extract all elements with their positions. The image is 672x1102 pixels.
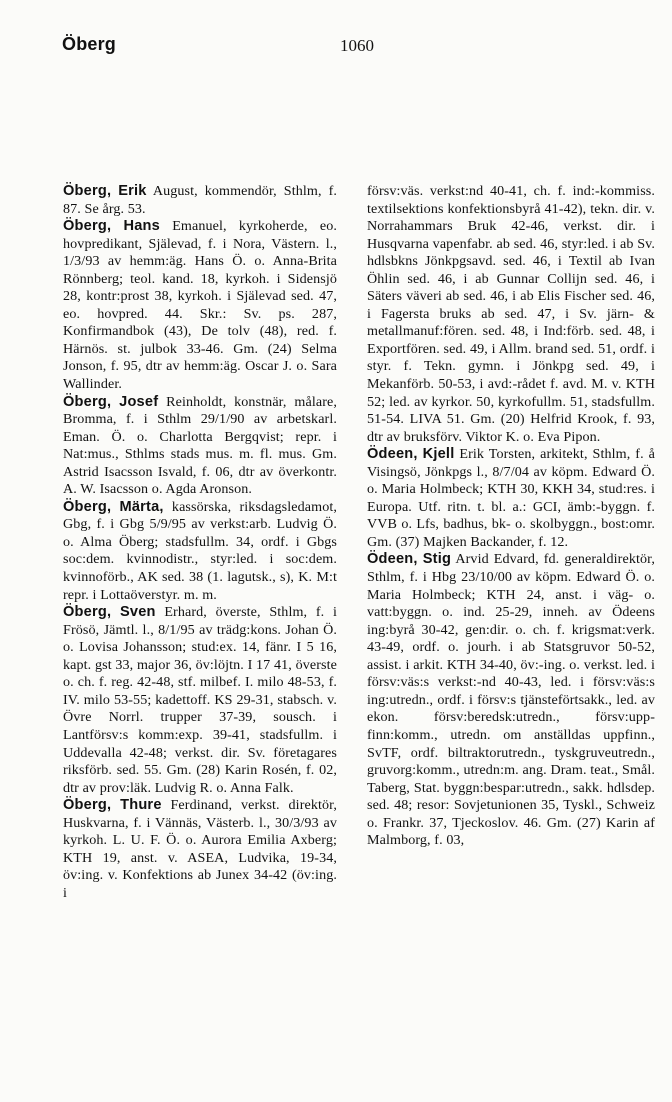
entry-firstname: Sven [119,604,156,621]
entry-text: Reinholdt, konstnär, målare, Bromma, f. i Sthlm 29/1/90 av arbetskarl. Eman. Ö. o. Charlotta Bergqvist; repr. i Nat:mus., Sthlms stads mus. m. fl. mus. Gm. Astrid Isacsson Isvald, f. 06, dtr av överkontr. A. W. Isacsson o. Agda Aronson. [63,393,337,498]
running-head-name: Öberg [62,34,117,54]
entry-surname: Öberg, [63,393,112,410]
entry-surname: Öberg, [63,797,112,814]
entry-surname: Öberg, [63,498,112,515]
entry-firstname: Kjell [422,446,455,463]
entry-surname: Öberg, [63,218,112,235]
entry-firstname: Märta, [119,498,164,515]
page-number: 1060 [340,36,374,55]
entry-firstname: Stig [422,551,452,568]
entry-firstname: Thure [120,797,162,814]
entry-surname: Öberg, [63,183,112,199]
entry-firstname: Josef [119,393,159,410]
entry [63,499,337,604]
entry-text: kassörska, riksdagsledamot, Gbg, f. i Gbg 5/9/95 av verkst:arb. Ludvig Ö. o. Alma Öberg; stadsfullm. 34, ordf. i Gbgs soc:dem. kvinnodistr., styr:led. i soc:dem. kvinnoförb., AK sed. 38 (1. lagutsk., s), K. M:t repr. i Lottaöverstyr. m. m. [63,498,337,603]
entry-surname: Ödeen, [367,446,418,463]
entry-text: Erhard, överste, Sthlm, f. i Frösö, Jämtl. l., 8/1/95 av trädg:kons. Johan Ö. o. Lovisa Johansson; stud:ex. 14, fänr. I 5 16, kapt. gst 33, major 36, öv:löjtn. I 17 41, överste o. ch. f. reg. 42-48, stf. milbef. I. milo 48-53, f. IV. milo 53-55; kadettoff. KS 29-31, stabsch. v. Övre Norrl. trupper 37-39, sousch. i Lantförsv:s komm:exp. 39-41, stadsfullm. i Uddevalla 42-48; verkst. dir. Sv. företagares riksförb. sed. 55. Gm. (28) Karin Rosén, f. 02, dtr av prov:läk. Ludvig R. o. Anna Falk. [63,604,337,796]
entry-text: Emanuel, kyrkoherde, eo. hovpredikant, Själevad, f. i Nora, Västern. l., 1/3/93 av hemm:äg. Hans Ö. o. Anna-Brita Rönnberg; teol. kand. 18, kyrkoh. i Sidensjö 28, kontr:prost 38, kyrkoh. i Själevad sed. 47, eo. hovpred. 44. Skr.: Sv. ps. 287, Konfirmandbok (43), De tolv (48), red. f. Härnös. st. julbok 33-46. Gm. (24) Selma Jonson, f. 95, dtr av hemm:äg. Oscar J. o. Sara Wallinder. [63,218,337,393]
entry-firstname: Hans [123,218,160,235]
entry-text: Erik Torsten, arkitekt, Sthlm, f. å Visingsö, Jönkpgs l., 8/7/04 av köpm. Edward Ö. o. Maria Holmbeck; KTH 30, KKH 34, stud:res. i Europa. Utf. ritn. t. bl. a.: GCI, ämb:-byggn. f. VVB o. Lfs, badhus, bk- o. skolbyggn., bost:omr. Gm. (37) Majken Backander, f. 12. [367,446,655,550]
entry [63,604,337,797]
entry-surname: Ödeen, [367,551,418,568]
entry-text: August, kommendör, Sthlm, f. 87. Se årg. 53. [63,183,337,217]
entry-text: Ferdinand, verkst. direktör, Huskvarna, f. i Vännäs, Västerb. l., 30/3/93 av kyrkoh. L. U. F. Ö. o. Aurora Emilia Axberg; KTH 19, anst. v. ASEA, Ludvika, 19-34, öv:ing. v. Konfektions ab Junex 34-42 (öv:ing. i [63,797,337,901]
entry [63,797,337,902]
entry [367,446,655,551]
right-column [367,183,655,850]
entry-firstname: Erik [118,183,147,199]
left-column [63,183,337,902]
entry [63,394,337,499]
entry [367,551,655,849]
entry [63,183,337,218]
entry-surname: Öberg, [63,604,112,621]
entry-continuation: försv:väs. verkst:nd 40-41, ch. f. ind:-kommiss. textilsektions konfektionsbyrå 41-42), tekn. dir. v. Norrahammars Bruk 42-46, verkst. dir. i Husqvarna vapenfabr. ab sed. 46, styr:led. i ab Sv. hdlsbkns Jönkpgsavd. sed. 46, i Textil ab Ivan Öhlin sed. 46, i ab Gunnar Collijn sed. 46, i Säters väveri ab sed. 46, i ab Elis Fischer sed. 46, i Fagersta bruks ab sed. 47, i Sv. järn- & metallmanuf:fören. sed. 48, i Ind:förb. sed. 48, i Exportfören. sed. 49, i Allm. brand sed. 51, ordf. i styr. f. Tekn. gymn. i Jönkpg sed. 49, i Mekanförb. 50-53, i avd:-rådet f. avd. M. v. KTH 52; led. av kyrkor. 50, kyrkofullm. 51, stadsfullm. 51-54. LIVA 51. Gm. (20) Helfrid Krook, f. 93, dtr av bruksförv. Viktor K. o. Eva Pipon. [367,183,655,445]
entry [63,218,337,393]
entry-text: Arvid Edvard, fd. generaldirektör, Sthlm, f. i Hbg 23/10/00 av köpm. Edward Ö. o. Maria Holmbeck; KTH 24, anst. i väg- o. vatt:byggn. o. ind. 25-29, inneh. av Ödeens ing:byrå 30-42, gen:dir. o. ch. f. krigsmat:verk. 43-49, ordf. o. jourh. i ab Statsgruvor 50-52, assist. i arkit. KTH 34-40, öv:-ing. o. verkst. led. i försv:väs:s verkst:-nd 40-43, led. i försv:väs:s ing:utredn., ordf. i försv:s tjänsteförtsakk., led. av ekon. försv:beredsk:utredn., försv:upp-finn:komm., utredn. om anställdas uppfinn., SvTF, ordf. biltraktorutredn., tyskgruveutredn., gruvorg:komm., utredn:m. ang. Dram. teat., Smål. Taberg, Stat. byggn:bespar:utredn., sakk. hdlsdep. sed. 48; resor: Sovjetunionen 35, Tyskl., Schweiz o. Frankr. 37, Tjeckoslov. 46. Gm. (27) Karin af Malmborg, f. 03, [367,551,655,849]
